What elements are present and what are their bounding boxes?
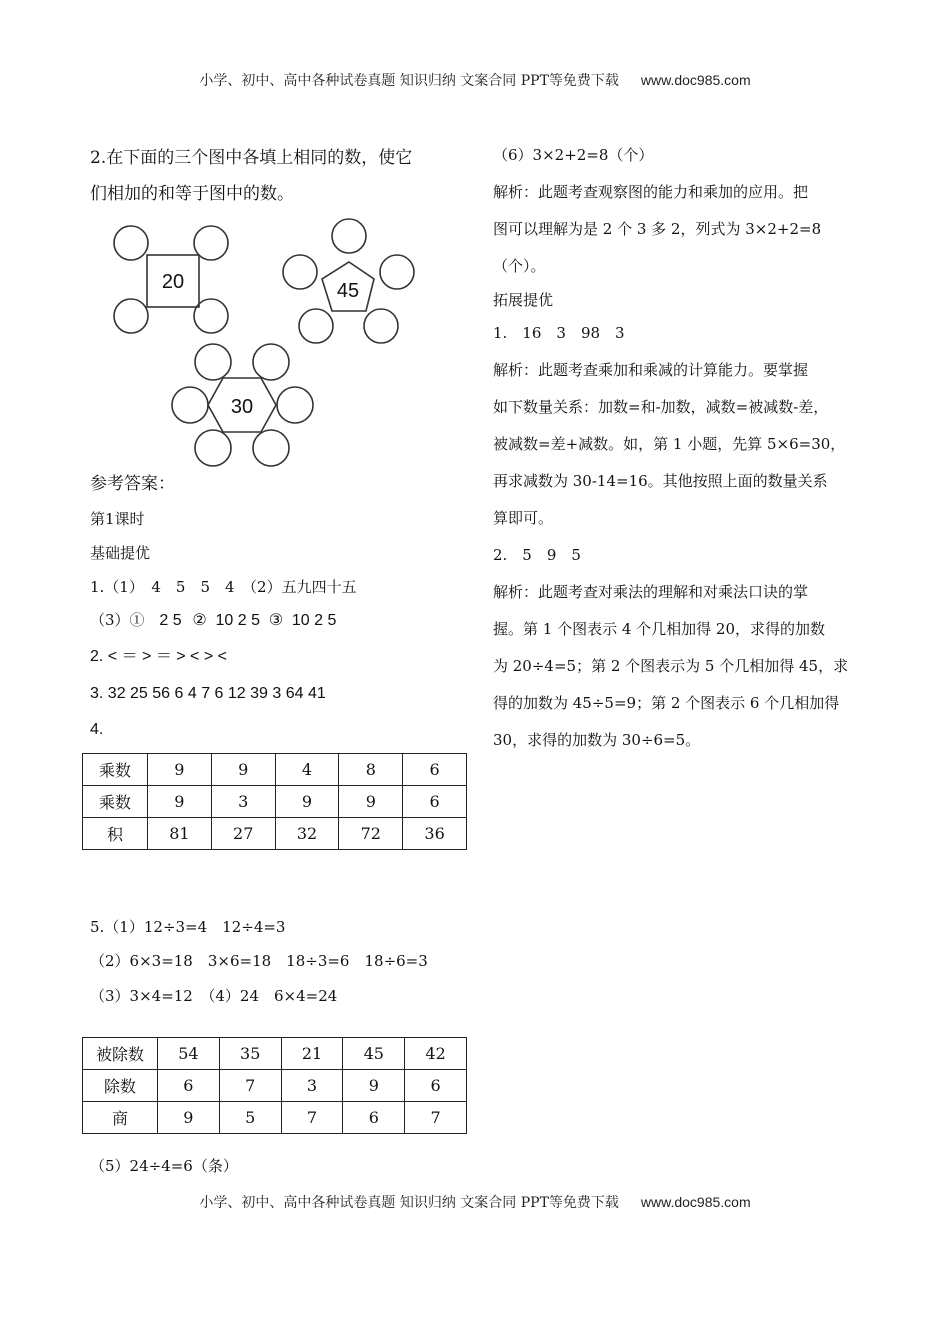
square-number: 20 <box>161 271 185 293</box>
table-cell: 5 <box>219 1102 281 1134</box>
pentagon-number: 45 <box>336 280 360 302</box>
table-cell: 除数 <box>83 1070 158 1102</box>
answer-1b-values-3: 10 2 5 <box>291 612 337 629</box>
table-cell: 被除数 <box>83 1038 158 1070</box>
answer-1b-prefix: （3） <box>90 611 130 629</box>
question-line-1: 2.在下面的三个图中各填上相同的数，使它 <box>90 148 413 168</box>
table-cell: 7 <box>219 1070 281 1102</box>
table-cell: 6 <box>403 754 467 786</box>
answer-5b: （2）6×3=18 3×6=18 18÷3=6 18÷6=3 <box>90 952 428 970</box>
footer-url: www.doc985.com <box>640 1194 751 1210</box>
answer-5d: （5）24÷4=6（条） <box>90 1157 238 1175</box>
table-cell: 35 <box>219 1038 281 1070</box>
table-cell: 6 <box>403 786 467 818</box>
answer-2: 2. < ＝ > ＝ > < > < <box>90 648 227 665</box>
answer-1a: 1.（1） 4 5 5 4 （2）五九四十五 <box>90 578 357 596</box>
table-cell: 54 <box>158 1038 220 1070</box>
question-line-2: 们相加的和等于图中的数。 <box>90 184 294 204</box>
hexagon-circle-2 <box>253 344 289 380</box>
table-cell: 6 <box>405 1070 467 1102</box>
table-row <box>83 786 467 818</box>
hexagon-circle-1 <box>195 344 231 380</box>
hexagon-number: 30 <box>230 396 254 418</box>
answer-1b <box>90 610 336 631</box>
table-cell: 9 <box>339 786 403 818</box>
table-cell: 6 <box>158 1070 220 1102</box>
table-cell: 81 <box>148 818 212 850</box>
right-line-6: 1. 16 3 98 3 <box>493 324 625 342</box>
table-cell: 21 <box>281 1038 343 1070</box>
footer-text: 小学、初中、高中各种试卷真题 知识归纳 文案合同 PPT等免费下载 <box>199 1195 619 1211</box>
table-cell: 3 <box>281 1070 343 1102</box>
table-cell: 9 <box>275 786 339 818</box>
table-cell: 27 <box>211 818 275 850</box>
header-url: www.doc985.com <box>640 72 751 88</box>
right-line-4: （个）。 <box>493 257 546 275</box>
table-cell: 商 <box>83 1102 158 1134</box>
table-cell: 45 <box>343 1038 405 1070</box>
right-line-17: 30，求得的加数为 30÷6=5。 <box>493 731 701 749</box>
hexagon-circle-3 <box>172 387 208 423</box>
answer-4: 4. <box>90 721 104 738</box>
section-basic: 基础提优 <box>90 544 151 562</box>
table-cell: 积 <box>83 818 148 850</box>
table-cell: 乘数 <box>83 786 148 818</box>
pentagon-circle-2 <box>380 255 414 289</box>
pentagon-circle-1 <box>332 219 366 253</box>
table-cell: 32 <box>275 818 339 850</box>
right-line-9: 被减数=差+减数。如，第 1 小题，先算 5×6=30， <box>493 435 846 453</box>
right-line-8: 如下数量关系：加数=和-加数，减数=被减数-差， <box>493 398 829 416</box>
table-cell: 9 <box>211 754 275 786</box>
table-row <box>83 754 467 786</box>
lesson-label: 第1课时 <box>90 510 145 528</box>
table-cell: 4 <box>275 754 339 786</box>
hexagon-circle-4 <box>277 387 313 423</box>
circle-mark-2: ② <box>192 612 207 629</box>
right-line-12: 2. 5 9 5 <box>493 546 581 564</box>
right-line-13: 解析：此题考查对乘法的理解和对乘法口诀的掌 <box>493 583 809 601</box>
right-line-16: 得的加数为 45÷5=9；第 2 个图表示 6 个几相加得 <box>493 694 840 712</box>
pentagon-circle-3 <box>364 309 398 343</box>
table-cell: 8 <box>339 754 403 786</box>
right-line-7: 解析：此题考查乘加和乘减的计算能力。要掌握 <box>493 361 809 379</box>
table-cell: 9 <box>343 1070 405 1102</box>
table-cell: 9 <box>158 1102 220 1134</box>
table-cell: 9 <box>148 786 212 818</box>
answers-heading: 参考答案： <box>90 474 175 494</box>
right-line-10: 再求减数为 30-14=16。其他按照上面的数量关系 <box>493 472 828 490</box>
table-row <box>83 1070 467 1102</box>
right-line-3: 图可以理解为是 2 个 3 多 2，列式为 3×2+2=8 <box>493 220 822 238</box>
right-line-1: （6）3×2+2=8（个） <box>493 146 654 164</box>
square-circle-1 <box>114 226 148 260</box>
division-table <box>82 1037 467 1134</box>
answer-5a: 5.（1）12÷3=4 12÷4=3 <box>90 918 286 936</box>
right-line-5: 拓展提优 <box>493 291 554 309</box>
table-row <box>83 1038 467 1070</box>
right-line-15: 为 20÷4=5；第 2 个图表示为 5 个几相加得 45，求 <box>493 657 849 675</box>
square-circle-3 <box>114 299 148 333</box>
circle-mark-1: ① <box>129 611 145 629</box>
multiplication-table <box>82 753 467 850</box>
right-line-14: 握。第 1 个图表示 4 个几相加得 20，求得的加数 <box>493 620 826 638</box>
question-figures <box>100 215 440 470</box>
answer-1b-values-2: 10 2 5 <box>215 612 260 629</box>
table-cell: 6 <box>343 1102 405 1134</box>
right-line-11: 算即可。 <box>493 509 554 527</box>
circle-mark-3: ③ <box>268 612 284 629</box>
table-cell: 9 <box>148 754 212 786</box>
table-cell: 乘数 <box>83 754 148 786</box>
hexagon-circle-5 <box>195 430 231 466</box>
table-cell: 7 <box>405 1102 467 1134</box>
header-text: 小学、初中、高中各种试卷真题 知识归纳 文案合同 PPT等免费下载 <box>199 73 619 89</box>
right-line-2: 解析：此题考查观察图的能力和乘加的应用。把 <box>493 183 809 201</box>
table-cell: 72 <box>339 818 403 850</box>
right-column <box>493 137 868 759</box>
table-cell: 7 <box>281 1102 343 1134</box>
table-cell: 36 <box>403 818 467 850</box>
square-circle-2 <box>194 226 228 260</box>
pentagon-circle-4 <box>299 309 333 343</box>
answer-5c: （3）3×4=12 （4）24 6×4=24 <box>90 987 338 1005</box>
hexagon-circle-6 <box>253 430 289 466</box>
page-footer <box>0 1192 950 1212</box>
square-circle-4 <box>194 299 228 333</box>
table-cell: 42 <box>405 1038 467 1070</box>
answer-3: 3. 32 25 56 6 4 7 6 12 39 3 64 41 <box>90 685 326 702</box>
table-cell: 3 <box>211 786 275 818</box>
pentagon-circle-5 <box>283 255 317 289</box>
table-row <box>83 1102 467 1134</box>
answer-1b-values-1: 2 5 <box>159 612 182 629</box>
page-header <box>0 70 950 90</box>
table-row <box>83 818 467 850</box>
